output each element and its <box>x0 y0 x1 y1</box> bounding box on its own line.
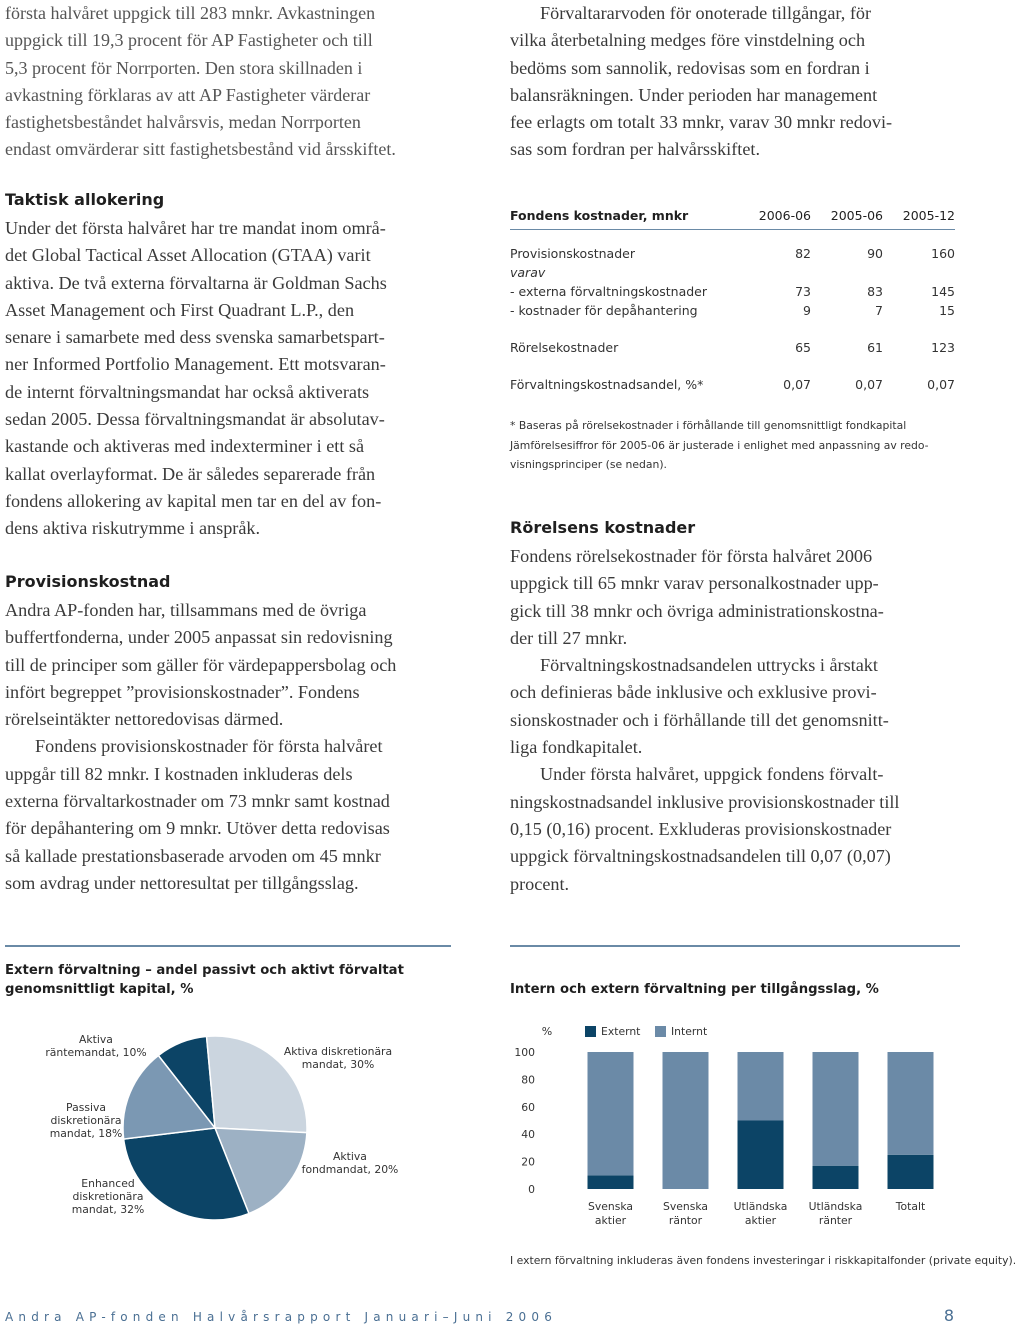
pie-slice-label <box>45 1033 146 1059</box>
text-line: uppgick till 19,3 procent för AP Fastigheter och till <box>5 30 373 51</box>
bar-segment-externt <box>813 1166 859 1189</box>
bar-segment-internt <box>888 1052 934 1155</box>
text-line: avkastning förklaras av att AP Fastigheter värderar <box>5 84 371 105</box>
row-label: - kostnader för depåhantering <box>510 303 698 318</box>
pie-label-line: mandat, 18% <box>49 1127 123 1140</box>
taktisk-section <box>5 188 450 543</box>
text-line: bedöms som sannolik, redovisas som en fordran i <box>510 57 870 78</box>
right-intro <box>510 0 955 164</box>
cost-table-header <box>510 206 955 225</box>
x-tick-line: Totalt <box>895 1200 926 1213</box>
cost-table-title: Fondens kostnader, mnkr <box>510 208 689 223</box>
pie-label-line: Passiva <box>66 1101 106 1114</box>
text-line: ner Informed Portfolio Management. Ett motsvaran- <box>5 354 386 375</box>
pie-label-line: diskretionära <box>50 1114 122 1127</box>
bar-chart-title: Intern och extern förvaltning per tillgångsslag, % <box>510 982 879 997</box>
bar-segment-internt <box>738 1052 784 1121</box>
cell: 0,07 <box>927 377 955 392</box>
text-line: Förvaltningskostnadsandelen uttrycks i årstakt <box>540 655 878 676</box>
bar-segment-externt <box>738 1121 784 1190</box>
text-line: senare i samarbete med dess svenska samarbetspart- <box>5 327 385 348</box>
x-tick-line: Utländska <box>808 1200 863 1213</box>
cell: 0,07 <box>783 377 811 392</box>
y-tick-label: 20 <box>521 1155 535 1169</box>
cell: 9 <box>803 303 811 318</box>
cost-col-header: 2005-06 <box>830 208 883 223</box>
text-line: uppgick förvaltningskostnadsandelen till 0,07 (0,07) <box>510 846 891 867</box>
text-line: 0,15 (0,16) procent. Exkluderas provisionskostnader <box>510 818 892 839</box>
y-tick-label: 60 <box>521 1100 535 1114</box>
pie-slice-label <box>284 1045 392 1071</box>
bar-segment-internt <box>588 1052 634 1175</box>
text-line: Asset Management och First Quadrant L.P., den <box>5 299 355 320</box>
section-rule-right <box>510 945 960 947</box>
text-line: Förvaltararvoden för onoterade tillgångar, för <box>540 3 872 23</box>
table-row <box>510 244 955 263</box>
pie-title-line: genomsnittligt kapital, % <box>5 982 194 997</box>
text-line: de internt förvaltningsmandat har också aktiverats <box>5 381 370 402</box>
text-line: Under första halvåret, uppgick fondens förvalt- <box>540 764 884 785</box>
text-line: Andra AP-fonden har, tillsammans med de övriga <box>5 600 367 620</box>
provision-section <box>5 570 450 897</box>
provision-heading: Provisionskostnad <box>5 572 171 591</box>
page-number: 8 <box>943 1306 954 1325</box>
bar-chart-note: I extern förvaltning inkluderas även fondens investeringar i riskkapitalfonder (private equity). <box>510 1254 1016 1267</box>
pie-slice-label <box>50 1101 123 1140</box>
pie-label-line: mandat, 30% <box>301 1058 375 1071</box>
text-line: balansräkningen. Under perioden har management <box>510 84 878 105</box>
cell: 73 <box>795 284 811 299</box>
text-line: Fondens rörelsekostnader för första halvåret 2006 <box>510 546 873 566</box>
x-tick-label <box>663 1200 708 1227</box>
text-line: det Global Tactical Asset Allocation (GTAA) varit <box>5 245 371 266</box>
text-line: rörelseintäkter nettoredovisas därmed. <box>5 709 284 730</box>
y-tick-label: 40 <box>521 1128 535 1142</box>
cell: 15 <box>939 303 955 318</box>
pie-label-line: Aktiva diskretionära <box>283 1045 393 1058</box>
text-line: för depåhantering om 9 mnkr. Utöver detta redovisas <box>5 818 390 839</box>
legend-swatch <box>655 1026 666 1037</box>
x-tick-line: räntor <box>668 1214 703 1227</box>
x-tick-label <box>809 1200 863 1227</box>
text-line: och definieras både inklusive och exklusive provi- <box>510 682 877 703</box>
table-row <box>510 338 955 357</box>
text-line: endast omvärderar sitt fastighetsbestånd vid årsskiftet. <box>5 139 396 160</box>
text-line: infört begreppet ”provisionskostnader”. Fondens <box>5 681 360 702</box>
x-tick-line: ränter <box>818 1214 853 1227</box>
cell: 61 <box>867 340 883 355</box>
bar-segment-internt <box>813 1052 859 1166</box>
pie-slice-label <box>302 1150 399 1176</box>
cell: 0,07 <box>855 377 883 392</box>
text-line: der till 27 mnkr. <box>510 627 628 648</box>
text-line: 5,3 procent för Norrporten. Den stora skillnaden i <box>5 57 363 78</box>
text-line: * Baseras på rörelsekostnader i förhållande till genomsnittligt fondkapital <box>510 419 907 432</box>
text-line: fastighetsbeståndet halvårsvis, medan Norrporten <box>5 112 361 133</box>
cell: 65 <box>795 340 811 355</box>
text-line: Jämförelsesiffror för 2005-06 är justerade i enlighet med anpassning av redo- <box>510 438 929 452</box>
text-line: som avdrag under nettoresultat per tillgångsslag. <box>5 872 359 893</box>
x-tick-line: aktier <box>744 1214 777 1227</box>
text-line: externa förvaltarkostnader om 73 mnkr samt kostnad <box>5 791 390 812</box>
text-line: visningsprinciper (se nedan). <box>510 458 667 471</box>
x-tick-line: aktier <box>594 1214 627 1227</box>
text-line: uppgick till 65 mnkr varav personalkostnader upp- <box>510 573 879 594</box>
row-label: Förvaltningskostnadsandel, %* <box>510 377 704 392</box>
text-line: första halvåret uppgick till 283 mnkr. Avkastningen <box>5 3 376 23</box>
cell: 83 <box>867 284 883 299</box>
text-line: sas som fordran per halvårsskiftet. <box>510 139 761 160</box>
cost-col-header: 2006-06 <box>758 208 811 223</box>
bar-chart <box>505 1010 960 1240</box>
row-label: Provisionskostnader <box>510 246 635 261</box>
x-tick-line: Svenska <box>662 1200 709 1213</box>
cell: 145 <box>931 284 955 299</box>
text-line: liga fondkapitalet. <box>510 737 643 758</box>
table-row <box>510 263 955 282</box>
cell: 82 <box>795 246 811 261</box>
table-row <box>510 301 955 320</box>
cost-footnote <box>510 416 960 475</box>
row-label: varav <box>510 265 546 280</box>
pie-label-line: Enhanced <box>81 1177 135 1190</box>
text-line: sedan 2005. Dessa förvaltningsmandat är absolutav- <box>5 409 385 430</box>
text-line: fee erlagts om totalt 33 mnkr, varav 30 mnkr redovi- <box>510 112 893 133</box>
text-line: sionskostnader och i förhållande till det genomsnitt- <box>510 709 889 730</box>
pie-slice-label <box>72 1177 145 1216</box>
cost-table <box>510 206 955 394</box>
pie-label-line: fondmandat, 20% <box>301 1163 399 1176</box>
text-line: gick till 38 mnkr och övriga administrationskostna- <box>510 600 884 621</box>
section-rule-left <box>5 945 451 947</box>
text-line: så kallade prestationsbaserade arvoden om 45 mnkr <box>5 845 381 866</box>
y-tick-label: 80 <box>521 1073 535 1087</box>
y-axis-label: % <box>541 1025 553 1038</box>
row-label: Rörelsekostnader <box>510 340 619 355</box>
text-line: Fondens provisionskostnader för första halvåret <box>35 736 383 757</box>
text-line: dens aktiva riskutrymme i anspråk. <box>5 518 261 539</box>
y-tick-label: 100 <box>514 1046 535 1059</box>
pie-title-line: Extern förvaltning – andel passivt och aktivt förvaltat <box>5 963 404 978</box>
left-intro <box>5 0 450 164</box>
text-line: vilka återbetalning medges före vinstdelning och <box>510 30 866 51</box>
cost-col-header: 2005-12 <box>902 208 955 223</box>
bar-segment-externt <box>588 1175 634 1189</box>
pie-label-line: räntemandat, 10% <box>45 1046 147 1059</box>
text-line: uppgår till 82 mnkr. I kostnaden inkluderas dels <box>5 763 353 784</box>
pie-label-line: Aktiva <box>333 1150 367 1163</box>
pie-label-line: Aktiva <box>79 1033 113 1046</box>
table-row <box>510 375 955 394</box>
text-line: aktiva. De två externa förvaltarna är Goldman Sachs <box>5 272 387 293</box>
cell: 160 <box>931 246 955 261</box>
row-label: - externa förvaltningskostnader <box>510 284 708 299</box>
bar-segment-internt <box>663 1052 709 1189</box>
x-tick-line: Svenska <box>587 1200 634 1213</box>
text-line: procent. <box>510 873 570 894</box>
pie-label-line: diskretionära <box>72 1190 144 1203</box>
x-tick-label <box>895 1200 925 1213</box>
rorelsens-heading: Rörelsens kostnader <box>510 518 696 537</box>
x-tick-label <box>734 1200 788 1227</box>
text-line: kastande och aktiveras med indexterminer i ett så <box>5 436 365 457</box>
pie-chart <box>0 1005 460 1240</box>
legend-label: Internt <box>671 1025 708 1038</box>
text-line: ningskostnadsandel inklusive provisionskostnader till <box>510 791 900 812</box>
text-line: kallat overlayformat. De är således separerade från <box>5 463 376 484</box>
legend-swatch <box>585 1026 596 1037</box>
taktisk-heading: Taktisk allokering <box>5 190 165 209</box>
text-line: till de principer som gäller för värdepappersbolag och <box>5 654 397 675</box>
legend-label: Externt <box>601 1025 641 1038</box>
x-tick-line: Utländska <box>733 1200 788 1213</box>
rorelsens-section <box>510 516 955 898</box>
table-row <box>510 282 955 301</box>
table-rule <box>510 229 955 230</box>
text-line: buffertfonderna, under 2005 anpassat sin redovisning <box>5 627 393 648</box>
text-line: fondens allokering av kapital men tar en del av fon- <box>5 490 382 511</box>
x-tick-label <box>588 1200 633 1227</box>
y-tick-label: 0 <box>528 1183 535 1196</box>
text-line: Under det första halvåret har tre mandat inom områ- <box>5 218 386 238</box>
cell: 7 <box>875 303 883 318</box>
cell: 123 <box>931 340 955 355</box>
cell: 90 <box>867 246 883 261</box>
pie-chart-title <box>5 961 450 999</box>
footer-text: Andra AP-fonden Halvårsrapport Januari–Juni 2006 <box>5 1310 558 1324</box>
bar-segment-externt <box>888 1155 934 1189</box>
pie-label-line: mandat, 32% <box>71 1203 145 1216</box>
